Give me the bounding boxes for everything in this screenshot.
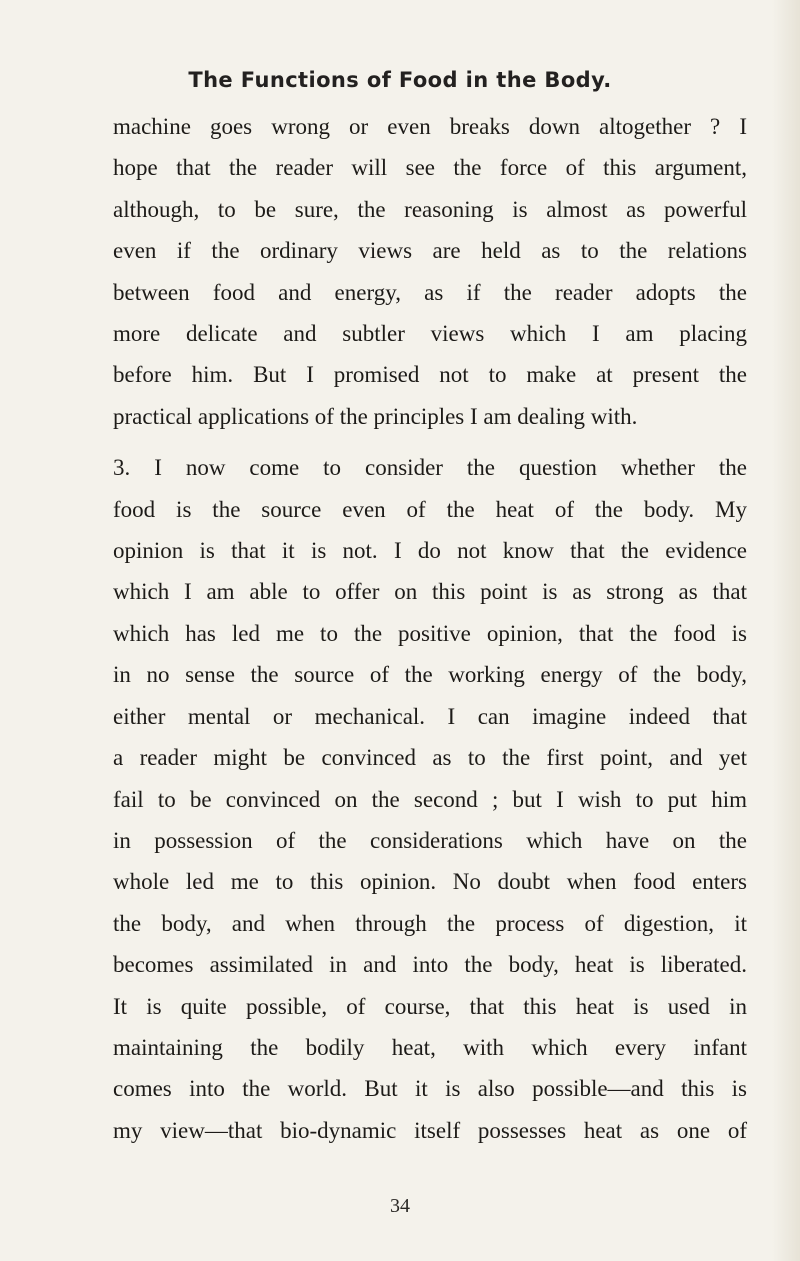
text-line: fail to be convinced on the second ; but I wish to put him [113,786,747,812]
text-line: which I am able to offer on this point is as strong as that [113,579,747,605]
text-line: machine goes wrong or even breaks down altogether ? I [113,114,747,139]
text-line: food is the source even of the heat of the body. My [113,496,747,522]
text-line: comes into the world. But it is also possible—and this is [113,1076,747,1102]
text-line: practical applications of the principles I am dealing with. [113,403,638,429]
text-line: my view—that bio-dynamic itself possesses heat as one of [113,1117,747,1143]
text-line: before him. But I promised not to make at present the [113,362,747,388]
text-line: whole led me to this opinion. No doubt when food enters [113,869,747,895]
page-number: 34 [390,1195,410,1217]
text-line: It is quite possible, of course, that this heat is used in [113,993,747,1019]
text-line: a reader might be convinced as to the first point, and yet [113,745,747,771]
text-line: opinion is that it is not. I do not know that the evidence [113,538,747,564]
text-line: between food and energy, as if the reader adopts the [113,279,747,305]
text-line: in possession of the considerations which have on the [113,827,747,853]
text-line: although, to be sure, the reasoning is almost as powerful [113,196,747,222]
running-head: The Functions of Food in the Body. [188,68,612,92]
text-line: more delicate and subtler views which I am placing [113,321,747,347]
body-text [113,106,747,1151]
text-line: in no sense the source of the working energy of the body, [113,662,747,688]
text-line: the body, and when through the process of digestion, it [113,910,747,936]
page-edge-shadow [772,0,800,1261]
text-line: either mental or mechanical. I can imagine indeed that [113,703,747,729]
text-line: hope that the reader will see the force of this argument, [113,155,747,181]
text-line: 3. I now come to consider the question whether the [113,455,747,481]
text-line: becomes assimilated in and into the body, heat is liberated. [113,952,747,978]
text-line: maintaining the bodily heat, with which every infant [113,1034,747,1060]
text-line: which has led me to the positive opinion, that the food is [113,620,747,646]
text-line: even if the ordinary views are held as to the relations [113,238,747,264]
